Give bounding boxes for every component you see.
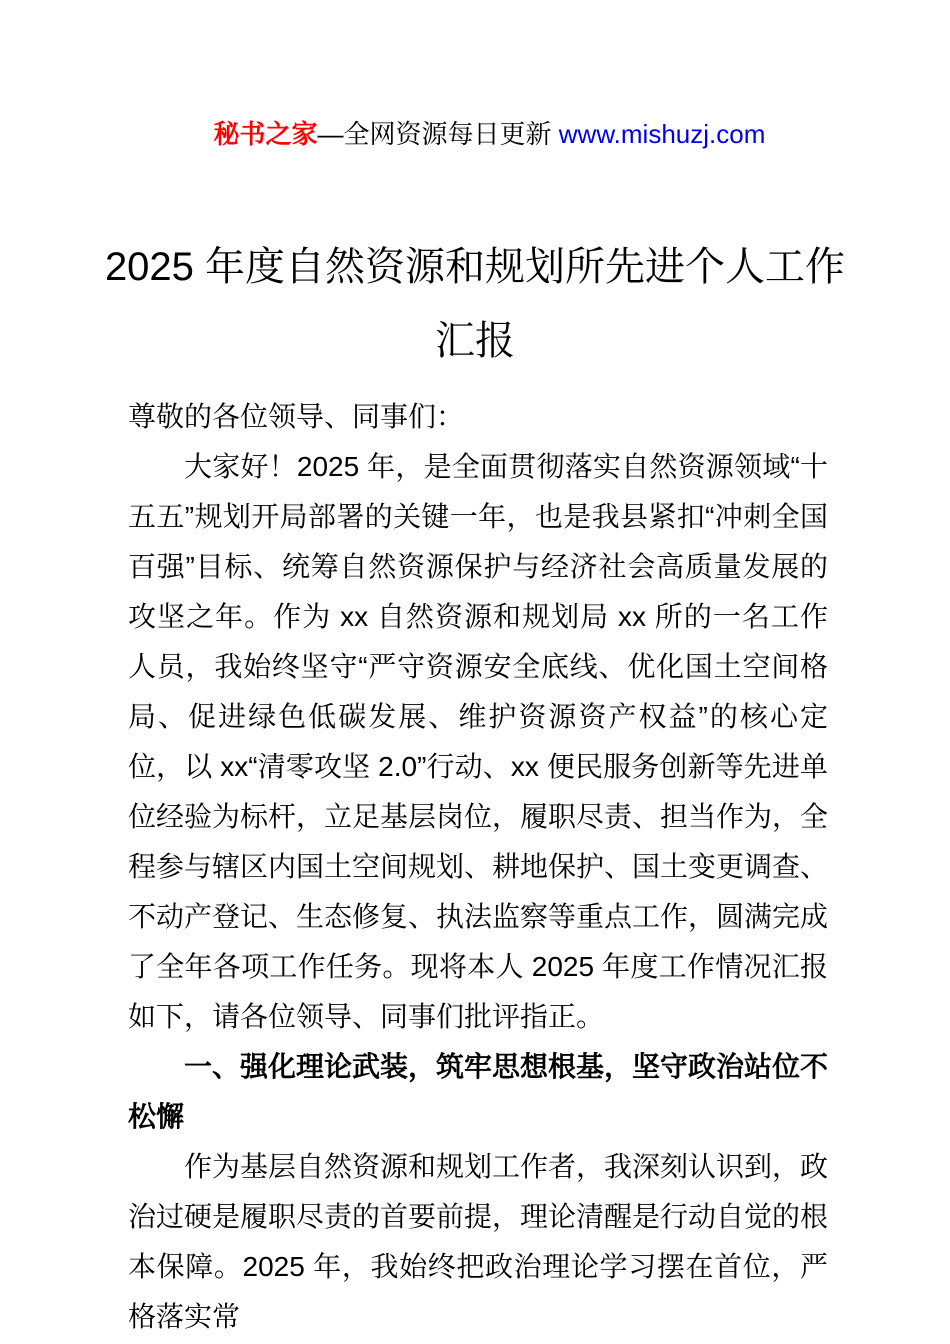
section-1-heading: 一、强化理论武装，筑牢思想根基，坚守政治站位不松懈 (128, 1051, 829, 1132)
site-url-link[interactable]: www.mishuzj.com (558, 119, 766, 149)
document-title (60, 230, 890, 378)
document-title-line2: 汇报 (435, 319, 515, 363)
document-title-line1: 2025 年度自然资源和规划所先进个人工作 (104, 245, 846, 289)
site-watermark-header (0, 0, 950, 182)
site-brand: 秘书之家 (213, 119, 318, 149)
document-body (128, 392, 828, 1342)
paragraph-section-1: 作为基层自然资源和规划工作者，我深刻认识到，政治过硬是履职尽责的首要前提，理论清醒是行动自觉的根本保障。2025 年，我始终把政治理论学习摆在首位，严格落实常 (128, 1151, 829, 1332)
site-tagline: —全网资源每日更新 (317, 119, 559, 149)
paragraph-intro: 大家好！2025 年，是全面贯彻落实自然资源领域“十五五”规划开局部署的关键一年，也是我县紧扣“冲刺全国百强”目标、统筹自然资源保护与经济社会高质量发展的攻坚之年。作为 xx 自然资源和规划局 xx 所的一名工作人员，我始终坚守“严守资源安全底线、优化国土空间格局、促进绿色低碳发展、维护资源资产权益”的核心定位，以 xx“清零攻坚 2.0”行动、xx 便民服务创新等先进单位经验为标杆，立足基层岗位，履职尽责、担当作为，全程参与辖区内国土空间规划、耕地保护、国土变更调查、不动产登记、生态修复、执法监察等重点工作，圆满完成了全年各项工作任务。现将本人 2025 年度工作情况汇报如下，请各位领导、同事们批评指正。 (128, 451, 829, 1032)
salutation-line: 尊敬的各位领导、同事们： (128, 401, 465, 432)
